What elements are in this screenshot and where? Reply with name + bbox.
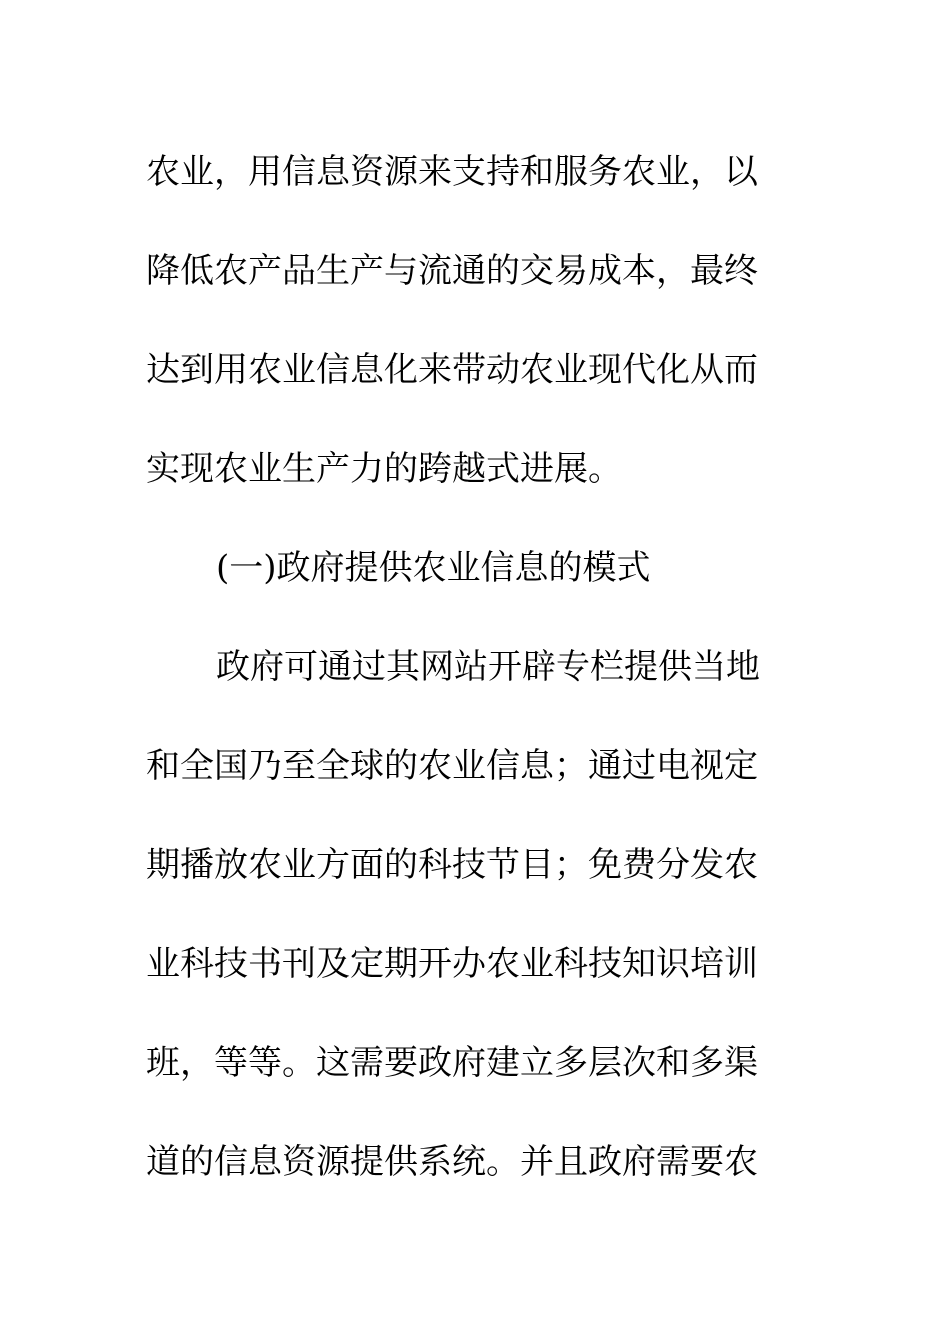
section-heading: (一)政府提供农业信息的模式: [216, 548, 651, 588]
document-body-text: [146, 123, 786, 1212]
body-line-10: 班，等等。这需要政府建立多层次和多渠: [146, 1043, 758, 1083]
body-line-9: 业科技书刊及定期开办农业科技知识培训: [146, 944, 758, 984]
body-line-7: 和全国乃至全球的农业信息；通过电视定: [146, 746, 758, 786]
body-line-11: 道的信息资源提供系统。并且政府需要农: [146, 1142, 758, 1182]
body-line-3: 达到用农业信息化来带动农业现代化从而: [146, 350, 758, 390]
body-line-2: 降低农产品生产与流通的交易成本，最终: [146, 251, 758, 291]
body-line-4: 实现农业生产力的跨越式进展。: [146, 449, 622, 489]
body-line-1: 农业，用信息资源来支持和服务农业，以: [146, 152, 758, 192]
paragraph-first-line: 政府可通过其网站开辟专栏提供当地: [216, 647, 760, 687]
body-line-8: 期播放农业方面的科技节目；免费分发农: [146, 845, 758, 885]
